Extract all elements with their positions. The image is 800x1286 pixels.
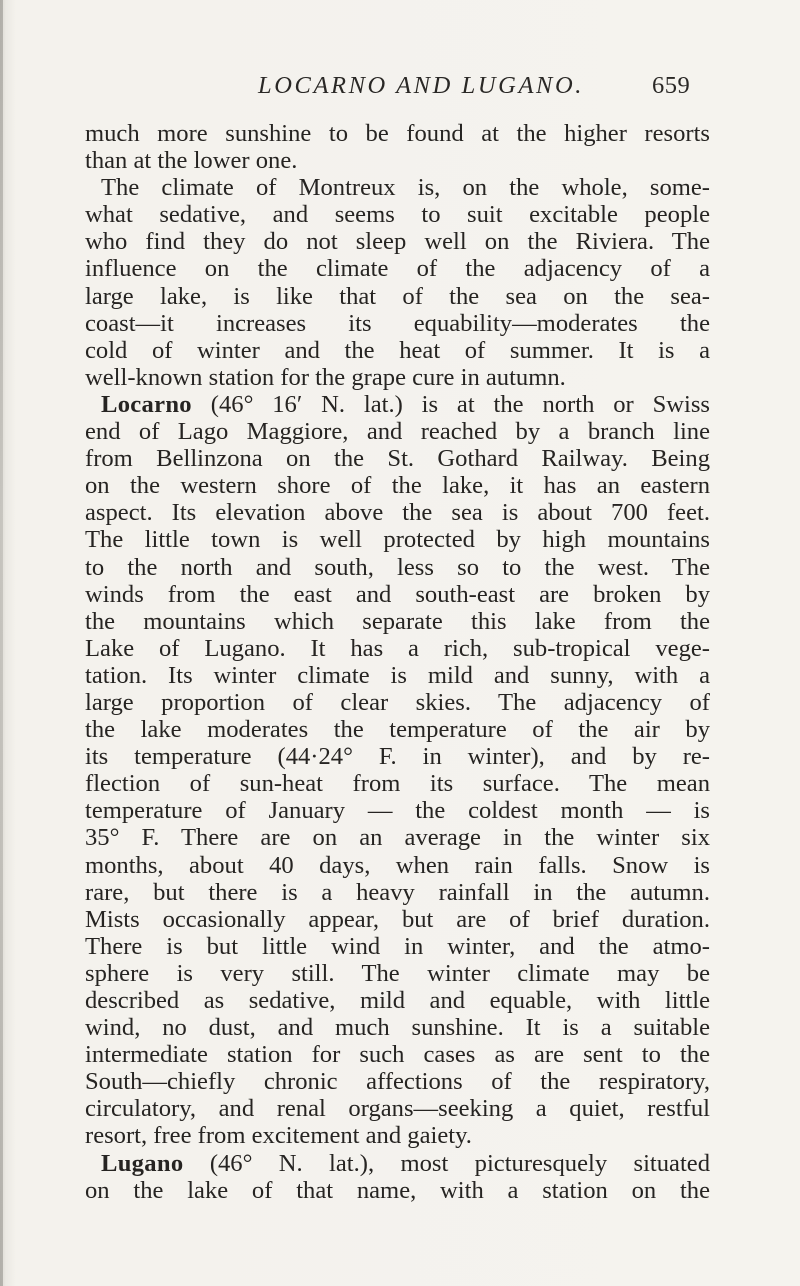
body-text	[85, 120, 710, 1204]
text-line: well-known station for the grape cure in autumn.	[85, 363, 566, 391]
page-gutter-shadow	[0, 0, 3, 1286]
text-line: South—chiefly chronic affections of the respiratory,	[85, 1068, 710, 1096]
text-line: The little town is well protected by high mountains	[85, 526, 710, 554]
text-line: Mists occasionally appear, but are of brief duration.	[85, 905, 710, 933]
text-line: wind, no dust, and much sunshine. It is a suitable	[85, 1014, 710, 1042]
text-line: flection of sun-heat from its surface. The mean	[85, 770, 710, 798]
text-line: There is but little wind in winter, and the atmo-	[85, 932, 710, 960]
text-line: circulatory, and renal organs—seeking a quiet, restful	[85, 1095, 710, 1123]
text-line: rare, but there is a heavy rainfall in the autumn.	[85, 878, 710, 906]
text-line: temperature of January — the coldest month — is	[85, 797, 710, 825]
text-line: intermediate station for such cases as are sent to the	[85, 1041, 710, 1069]
page-header	[0, 72, 800, 112]
text-line: on the western shore of the lake, it has an eastern	[85, 472, 710, 500]
running-head: LOCARNO AND LUGANO.	[258, 72, 584, 99]
text-line: described as sedative, mild and equable, with little	[85, 987, 710, 1014]
text-line: sphere is very still. The winter climate may be	[85, 959, 710, 987]
text-line: much more sunshine to be found at the higher resorts	[85, 120, 710, 147]
text-line: Lake of Lugano. It has a rich, sub-tropical vege-	[85, 634, 710, 662]
text-line: what sedative, and seems to suit excitable people	[85, 201, 710, 229]
text-line: from Bellinzona on the St. Gothard Railway. Being	[85, 445, 710, 473]
text-line: The climate of Montreux is, on the whole, some-	[101, 174, 710, 202]
text-line: large proportion of clear skies. The adjacency of	[85, 688, 710, 716]
text-line: resort, free from excitement and gaiety.	[85, 1122, 472, 1150]
text-line: than at the lower one.	[85, 147, 298, 175]
text-line: who find they do not sleep well on the Riviera. The	[85, 228, 710, 256]
text-line: large lake, is like that of the sea on the sea-	[85, 282, 710, 310]
text-line: tation. Its winter climate is mild and sunny, with a	[85, 661, 710, 689]
term-locarno: Locarno	[101, 390, 192, 418]
text-line: cold of winter and the heat of summer. It is a	[85, 336, 710, 364]
text-line: on the lake of that name, with a station on the	[85, 1176, 710, 1204]
term-lugano: Lugano	[101, 1149, 184, 1177]
text-line: Lugano (46° N. lat.), most picturesquely situated	[101, 1149, 710, 1177]
text-line: the mountains which separate this lake from the	[85, 607, 710, 635]
text-line: coast—it increases its equability—moderates the	[85, 309, 710, 337]
text-line: months, about 40 days, when rain falls. Snow is	[85, 851, 710, 879]
text-line: the lake moderates the temperature of the air by	[85, 716, 710, 744]
text-line: aspect. Its elevation above the sea is about 700 feet.	[85, 499, 710, 527]
page-number: 659	[652, 72, 691, 99]
text-line: winds from the east and south-east are broken by	[85, 580, 710, 608]
text-line: to the north and south, less so to the west. The	[85, 553, 710, 581]
text-line: its temperature (44·24° F. in winter), and by re-	[85, 743, 710, 771]
text-line: end of Lago Maggiore, and reached by a branch line	[85, 418, 710, 446]
text-line: influence on the climate of the adjacency of a	[85, 255, 710, 283]
text-line: Locarno (46° 16′ N. lat.) is at the north or Swiss	[101, 390, 710, 418]
text-line: 35° F. There are on an average in the winter six	[85, 824, 710, 852]
